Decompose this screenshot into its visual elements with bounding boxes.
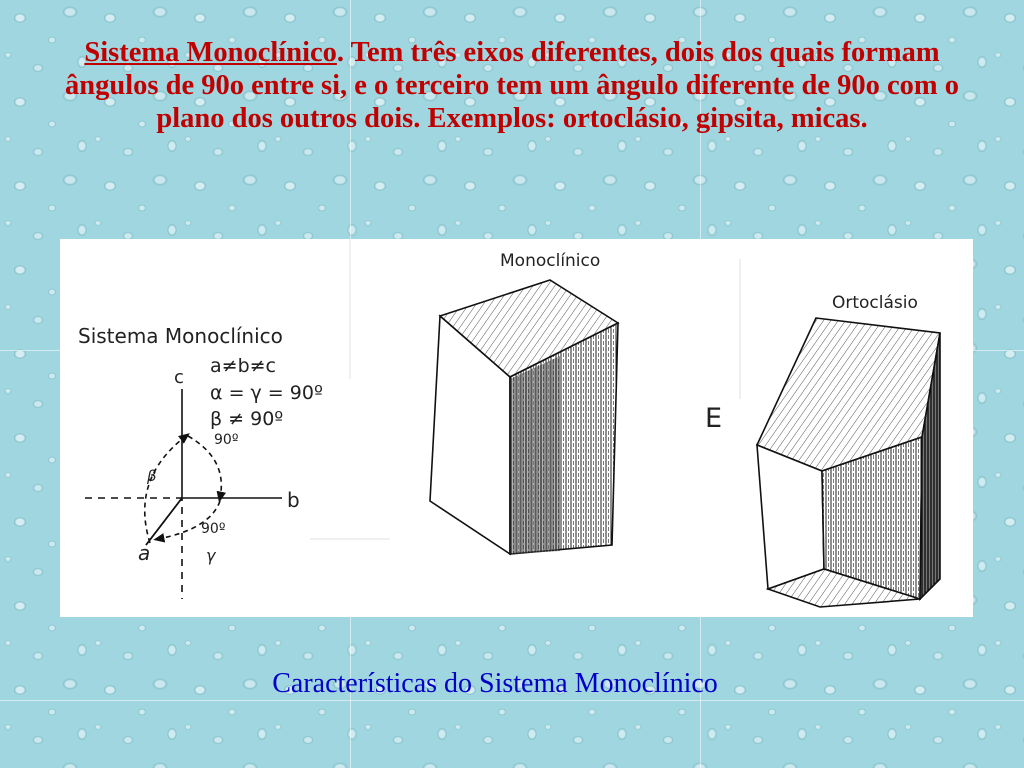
heading-body: . Tem três eixos diferentes, dois dos quais formam ângulos de 90o entre si, e o terceiro tem um ângulo diferente de 90o com o plano dos outros dois. Exemplos: ortoclásio, gipsita, micas.	[65, 37, 959, 134]
figure-caption: Características do Sistema Monoclínico	[272, 668, 718, 699]
axis-a-label: a	[138, 541, 151, 565]
figure-drawing	[60, 239, 973, 617]
axis-diagram	[78, 324, 323, 565]
tile-seam	[0, 700, 1024, 701]
separator-letter: E	[705, 403, 723, 434]
relation-2: α = γ = 90º	[210, 382, 323, 404]
relation-3: β ≠ 90º	[210, 408, 284, 430]
slide-heading	[50, 36, 974, 135]
relation-1: a≠b≠c	[210, 355, 276, 377]
orthoclase-crystal	[757, 318, 940, 607]
prism-title: Monoclínico	[500, 251, 601, 271]
gamma-label: γ	[206, 546, 216, 565]
axis-diagram-title: Sistema Monoclínico	[78, 324, 283, 348]
prism-front-shadow	[510, 356, 560, 554]
angle-top-label: 90º	[214, 432, 239, 448]
orthoclase-title: Ortoclásio	[832, 293, 918, 313]
monoclinic-prism	[430, 280, 618, 554]
axis-b-label: b	[287, 488, 300, 512]
beta-label: β	[147, 467, 157, 485]
angle-bottom-label: 90º	[201, 521, 226, 537]
axis-a-back	[146, 498, 182, 545]
beta-arc	[145, 436, 186, 543]
axis-c-label: c	[174, 367, 184, 388]
monoclinic-figure	[60, 239, 973, 617]
heading-term: Sistema Monoclínico	[84, 37, 337, 68]
